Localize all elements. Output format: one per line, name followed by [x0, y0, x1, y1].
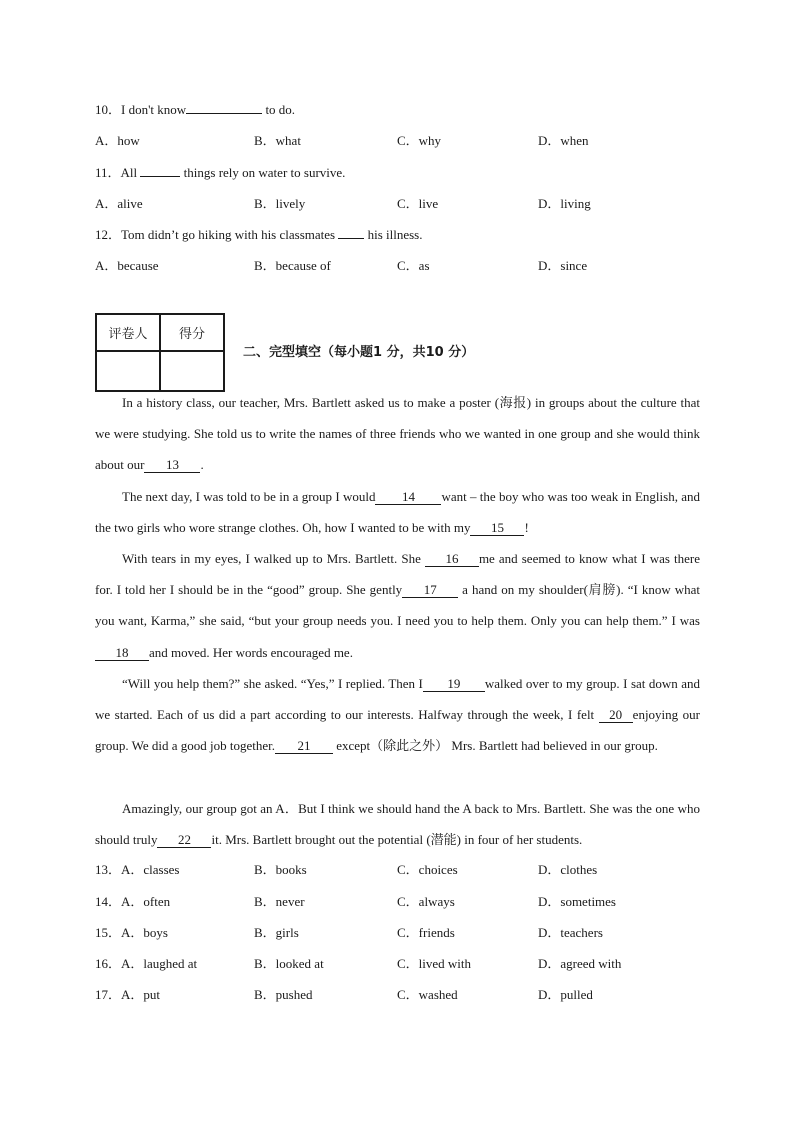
answer-blank	[140, 176, 180, 177]
question-stem-end: things rely on water to survive.	[180, 165, 346, 180]
option-b: B．books	[254, 862, 307, 877]
option-a: A．because	[95, 258, 159, 273]
option-a: A．alive	[95, 196, 143, 211]
blank-19: 19	[423, 677, 485, 692]
grader-label: 评卷人	[96, 314, 160, 351]
blank-13: 13	[144, 458, 200, 473]
option-a: A．laughed at	[121, 956, 198, 971]
option-c: C．washed	[397, 987, 458, 1002]
blank-17: 17	[402, 583, 458, 598]
option-c: C．choices	[397, 862, 458, 877]
question-11	[95, 164, 345, 182]
question-stem-end: to do.	[262, 102, 296, 117]
question-number: 14．	[95, 894, 122, 909]
blank-15: 15	[470, 521, 524, 536]
score-label: 得分	[160, 314, 224, 351]
answer-blank	[338, 238, 364, 239]
option-a: A．put	[121, 987, 161, 1002]
passage-paragraph-5: Amazingly, our group got an A．But I think we should hand the A back to Mrs. Bartlett. She was the one who should truly 22 it. Mrs. Bartlett brought out the potential (潜能) in four of her students.	[95, 801, 700, 848]
question-number: 10．	[95, 102, 122, 117]
option-b: B．because of	[254, 258, 331, 273]
option-d: D．teachers	[538, 925, 603, 940]
question-number: 15．	[95, 925, 122, 940]
blank-21: 21	[275, 739, 333, 754]
answer-blank	[186, 113, 262, 114]
option-a: A．how	[95, 133, 140, 148]
option-d: D．sometimes	[538, 894, 616, 909]
question-stem: All	[120, 165, 141, 180]
question-stem-end: his illness.	[364, 227, 423, 242]
passage-paragraph-4: “Will you help them?” she asked. “Yes,” I replied. Then I 19 walked over to my group. I sat down and we started. Each of us did a part according to our interests. Halfway through the week, I felt 20 enjoying our group. We did a good job together. 21 except（除此之外） Mrs. Bartlett had believed in our group.	[95, 676, 701, 754]
question-stem: Tom didn’t go hiking with his classmates	[121, 227, 339, 242]
option-b: B．never	[254, 894, 305, 909]
passage-paragraph-3: With tears in my eyes, I walked up to Mrs. Bartlett. She 16 me and seemed to know what I was there for. I told her I should be in the “good” group. She gently 17 a hand on my shoulder(肩膀). “I know what you want, Karma,” she said, “but your group needs you. I need you to help them. Only you can help them.” I was18 and moved. Her words encouraged me.	[95, 551, 700, 660]
option-d: D．pulled	[538, 987, 593, 1002]
option-d: D．living	[538, 196, 591, 211]
blank-22: 22	[157, 833, 211, 848]
option-c: C．why	[397, 133, 442, 148]
option-d: D．clothes	[538, 862, 598, 877]
option-c: C．as	[397, 258, 430, 273]
option-a: A．boys	[121, 925, 168, 940]
score-cell	[160, 351, 224, 391]
question-stem: I don't know	[121, 102, 187, 117]
option-b: B．what	[254, 133, 301, 148]
section-title: 二、完型填空（每小题1 分，共10 分）	[243, 345, 475, 360]
option-a: A．classes	[121, 862, 180, 877]
question-10	[95, 101, 295, 119]
option-c: C．live	[397, 196, 439, 211]
option-d: D．since	[538, 258, 588, 273]
blank-20: 20	[599, 708, 633, 723]
score-box	[95, 313, 225, 392]
blank-16: 16	[425, 552, 479, 567]
option-b: B．pushed	[254, 987, 313, 1002]
passage-paragraph-1: In a history class, our teacher, Mrs. Bartlett asked us to make a poster (海报) in groups about the culture that we were studying. She told us to write the names of three friends who we wanted in one group and she would think about our 13 .	[95, 395, 700, 473]
blank-14: 14	[375, 490, 441, 505]
question-number: 12．	[95, 227, 122, 242]
option-c: C．lived with	[397, 956, 472, 971]
option-c: C．always	[397, 894, 455, 909]
question-12	[95, 226, 422, 244]
passage-paragraph-2: The next day, I was told to be in a group I would 14 want – the boy who was too weak in English, and the two girls who wore strange clothes. Oh, how I wanted to be with my 15 !	[95, 489, 701, 536]
option-c: C．friends	[397, 925, 455, 940]
option-b: B．lively	[254, 196, 306, 211]
option-b: B．looked at	[254, 956, 324, 971]
question-number: 17．	[95, 987, 122, 1002]
option-b: B．girls	[254, 925, 299, 940]
question-number: 11．	[95, 165, 121, 180]
option-d: D．when	[538, 133, 589, 148]
blank-18: 18	[95, 646, 149, 661]
option-a: A．often	[121, 894, 171, 909]
question-number: 13．	[95, 862, 122, 877]
grader-cell	[96, 351, 160, 391]
question-number: 16．	[95, 956, 122, 971]
option-d: D．agreed with	[538, 956, 622, 971]
